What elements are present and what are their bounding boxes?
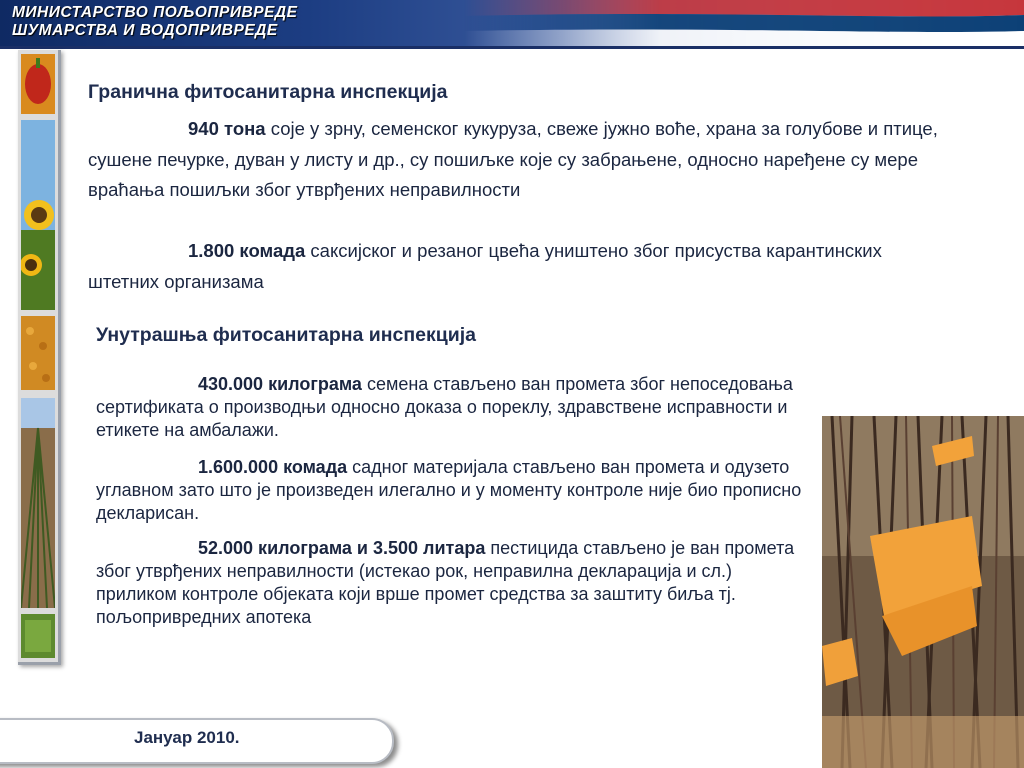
- border-inspection-heading: Гранична фитосанитарна инспекција: [88, 81, 448, 103]
- item-text: пестицида стављено је ван промета због утврђених неправилности (истекао рок, неправилна декларација и сл.) приликом контроле објеката који врше промет средства за заштиту биља тј. пољопривредних апотека: [96, 538, 795, 627]
- agriculture-photo-strip: [18, 50, 61, 665]
- item-amount: 52.000 килограма и 3.500 литара: [198, 538, 486, 558]
- internal-inspection-item-2: [96, 456, 816, 525]
- header-divider: [0, 46, 1024, 49]
- item-text: садног материјала стављено ван промета и одузето углавном зато што је произведен илегално и у моменту контроле није био прописно декларисан.: [96, 457, 802, 523]
- item-amount: 1.600.000 комада: [198, 457, 348, 477]
- ministry-title: [12, 4, 297, 40]
- serbian-flag-graphic: [464, 0, 1024, 46]
- ministry-title-line2: ШУМАРСТВА И ВОДОПРИВРЕДЕ: [12, 22, 278, 39]
- ministry-header-banner: [0, 0, 1024, 46]
- item-amount: 940 тона: [188, 118, 266, 139]
- internal-inspection-item-1: [96, 373, 816, 442]
- internal-inspection-heading: Унутрашња фитосанитарна инспекција: [96, 324, 477, 346]
- item-text: семена стављено ван промета због непоседовања сертификата о производњи односно доказа о пореклу, здравствене исправности и етикете на амбалажи.: [96, 374, 793, 440]
- border-inspection-item-1: [88, 114, 948, 206]
- plant-photo: [21, 614, 55, 658]
- internal-inspection-item-3: [96, 537, 816, 629]
- item-text: соје у зрну, семенског кукуруза, свеже јужно воће, храна за голубове и птице, сушене печурке, дуван у листу и др., су пошиљке које су забрањене, односно наређене су мере враћања пошиљки због утврђених неправилности: [88, 118, 938, 200]
- sunflower-photo: [21, 120, 55, 310]
- grain-photo: [21, 316, 55, 390]
- item-text: саксијског и резаног цвећа уништено због присуства карантинских штетних организама: [88, 240, 882, 292]
- footer-date: Јануар 2010.: [134, 728, 240, 747]
- border-inspection-item-2: [88, 236, 948, 297]
- ministry-title-line1: МИНИСТАРСТВО ПОЉОПРИВРЕДЕ: [12, 4, 298, 21]
- pepper-photo: [21, 54, 55, 114]
- item-amount: 430.000 килограма: [198, 374, 362, 394]
- field-rows-photo: [21, 398, 55, 608]
- seedlings-with-tags-photo: [822, 416, 1024, 768]
- item-amount: 1.800 комада: [188, 240, 306, 261]
